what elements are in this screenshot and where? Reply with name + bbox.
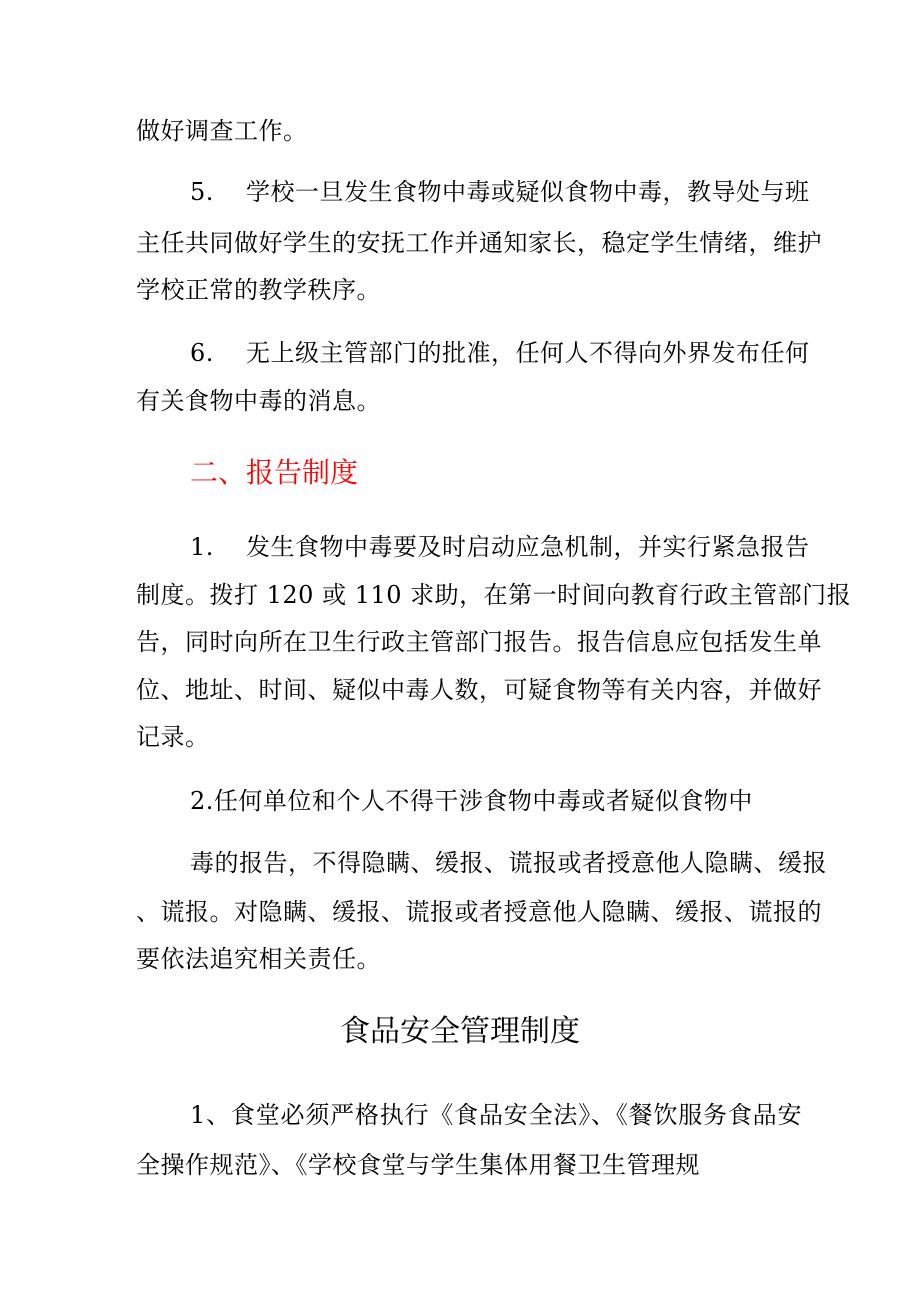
report-item-1-line-2: 制度。拨打 120 或 110 求助，在第一时间向教育行政主管部门报 <box>136 581 852 609</box>
report-item-1-line-4: 位、地址、时间、疑似中毒人数，可疑食物等有关内容，并做好 <box>136 676 822 704</box>
item-5-line-1 <box>190 177 810 207</box>
report-item-1-line-1 <box>190 532 810 562</box>
item-5-line-3: 学校正常的教学秩序。 <box>136 276 381 304</box>
section-heading-report: 二、报告制度 <box>190 456 359 489</box>
item-6-line-2: 有关食物中毒的消息。 <box>136 387 381 415</box>
report-item-2-line-3: 、谎报。对隐瞒、缓报、谎报或者授意他人隐瞒、缓报、谎报的 <box>136 898 822 926</box>
page-title-food-safety: 食品安全管理制度 <box>340 1014 580 1049</box>
report-item-1-line-5: 记录。 <box>136 723 210 751</box>
report-item-1-line-3: 告，同时向所在卫生行政主管部门报告。报告信息应包括发生单 <box>136 628 822 656</box>
item-text: 发生食物中毒要及时启动应急机制，并实行紧急报告 <box>246 533 810 561</box>
report-item-2-line-1: 2.任何单位和个人不得干涉食物中毒或者疑似食物中 <box>190 787 753 815</box>
item-5-line-2: 主任共同做好学生的安抚工作并通知家长，稳定学生情绪，维护 <box>136 229 822 257</box>
item-number: 5. <box>190 178 214 206</box>
item-text: 无上级主管部门的批准，任何人不得向外界发布任何 <box>246 339 810 367</box>
item-text: 学校一旦发生食物中毒或疑似食物中毒，教导处与班 <box>246 178 810 206</box>
report-item-2-line-2: 毒的报告，不得隐瞒、缓报、谎报或者授意他人隐瞒、缓报 <box>190 849 827 877</box>
item-6-line-1 <box>190 338 810 368</box>
report-item-2-line-4: 要依法追究相关责任。 <box>136 945 381 973</box>
food-safety-item-1-line-2: 全操作规范》、《学校食堂与学生集体用餐卫生管理规 <box>136 1151 700 1179</box>
item-number: 6. <box>190 339 214 367</box>
food-safety-item-1-line-1: 1、食堂必须严格执行《食品安全法》、《餐饮服务食品安 <box>190 1101 802 1129</box>
paragraph-line: 做好调查工作。 <box>136 117 308 145</box>
item-number: 1. <box>190 533 214 561</box>
